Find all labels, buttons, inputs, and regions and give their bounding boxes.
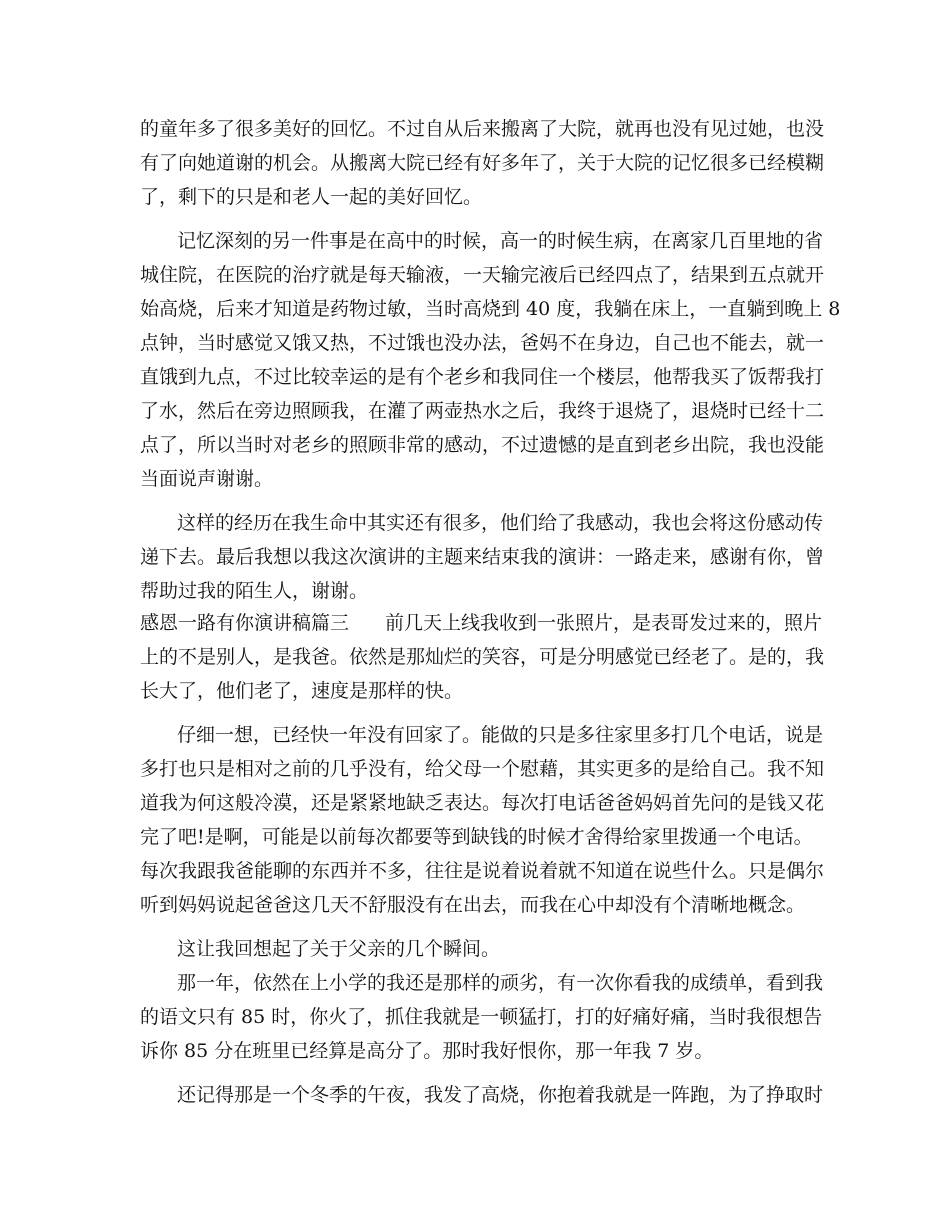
text-line: 城住院，在医院的治疗就是每天输液，一天输完液后已经四点了，结果到五点就开: [140, 264, 825, 286]
text-line: 了水，然后在旁边照顾我，在灌了两壶热水之后，我终于退烧了，退烧时已经十二: [140, 400, 825, 422]
text-line: 仔细一想，已经快一年没有回家了。能做的只是多往家里多打几个电话，说是: [177, 724, 824, 746]
text-line: 了，剩下的只是和老人一起的美好回忆。: [140, 186, 483, 208]
text-line: 每次我跟我爸能聊的东西并不多，往往是说着说着就不知道在说些什么。只是偶尔: [140, 860, 825, 882]
section-heading-line: [140, 608, 823, 638]
text-line: 前几天上线我收到一张照片，是表哥发过来的，照片: [385, 612, 823, 634]
text-line: 点钟，当时感觉又饿又热，不过饿也没办法，爸妈不在身边，自己也不能去，就一: [140, 332, 825, 354]
text-line: 直饿到九点，不过比较幸运的是有个老乡和我同住一个楼层，他帮我买了饭帮我打: [140, 366, 825, 388]
text-line: 帮助过我的陌生人，谢谢。: [140, 580, 369, 602]
text-line: 长大了，他们老了，速度是那样的快。: [140, 680, 464, 702]
text-line: 当面说声谢谢。: [140, 468, 274, 490]
text-line: 始高烧，后来才知道是药物过敏，当时高烧到 40 度，我躺在床上，一直躺到晚上 8: [140, 298, 841, 320]
text-line: 还记得那是一个冬季的午夜，我发了高烧，你抱着我就是一阵跑，为了挣取时: [177, 1084, 824, 1106]
text-line: 道我为何这般冷漠，还是紧紧地缺乏表达。每次打电话爸爸妈妈首先问的是钱又花: [140, 792, 825, 814]
text-line: 点了，所以当时对老乡的照顾非常的感动，不过遗憾的是直到老乡出院，我也没能: [140, 434, 825, 456]
text-line: 记忆深刻的另一件事是在高中的时候，高一的时候生病，在离家几百里地的省: [177, 230, 824, 252]
text-line: 那一年，依然在上小学的我还是那样的顽劣，有一次你看我的成绩单，看到我: [177, 972, 824, 994]
section-heading: 感恩一路有你演讲稿篇三: [140, 612, 350, 634]
text-line: 多打也只是相对之前的几乎没有，给父母一个慰藉，其实更多的是给自己。我不知: [140, 758, 825, 780]
text-line: 上的不是别人，是我爸。依然是那灿烂的笑容，可是分明感觉已经老了。是的，我: [140, 646, 825, 668]
text-line: 递下去。最后我想以我这次演讲的主题来结束我的演讲：一路走来，感谢有你，曾: [140, 546, 825, 568]
text-line: 这让我回想起了关于父亲的几个瞬间。: [177, 938, 501, 960]
text-line: 听到妈妈说起爸爸这几天不舒服没有在出去，而我在心中却没有个清晰地概念。: [140, 894, 806, 916]
text-line: 这样的经历在我生命中其实还有很多，他们给了我感动，我也会将这份感动传: [177, 512, 824, 534]
text-line: 有了向她道谢的机会。从搬离大院已经有好多年了，关于大院的记忆很多已经模糊: [140, 152, 825, 174]
text-line: 完了吧!是啊，可能是以前每次都要等到缺钱的时候才舍得给家里拨通一个电话。: [140, 826, 813, 848]
text-line: 诉你 85 分在班里已经算是高分了。那时我好恨你，那一年我 7 岁。: [140, 1040, 714, 1062]
text-line: 的童年多了很多美好的回忆。不过自从后来搬离了大院，就再也没有见过她，也没: [140, 118, 825, 140]
text-line: 的语文只有 85 时，你火了，抓住我就是一顿猛打，打的好痛好痛，当时我很想告: [140, 1006, 823, 1028]
